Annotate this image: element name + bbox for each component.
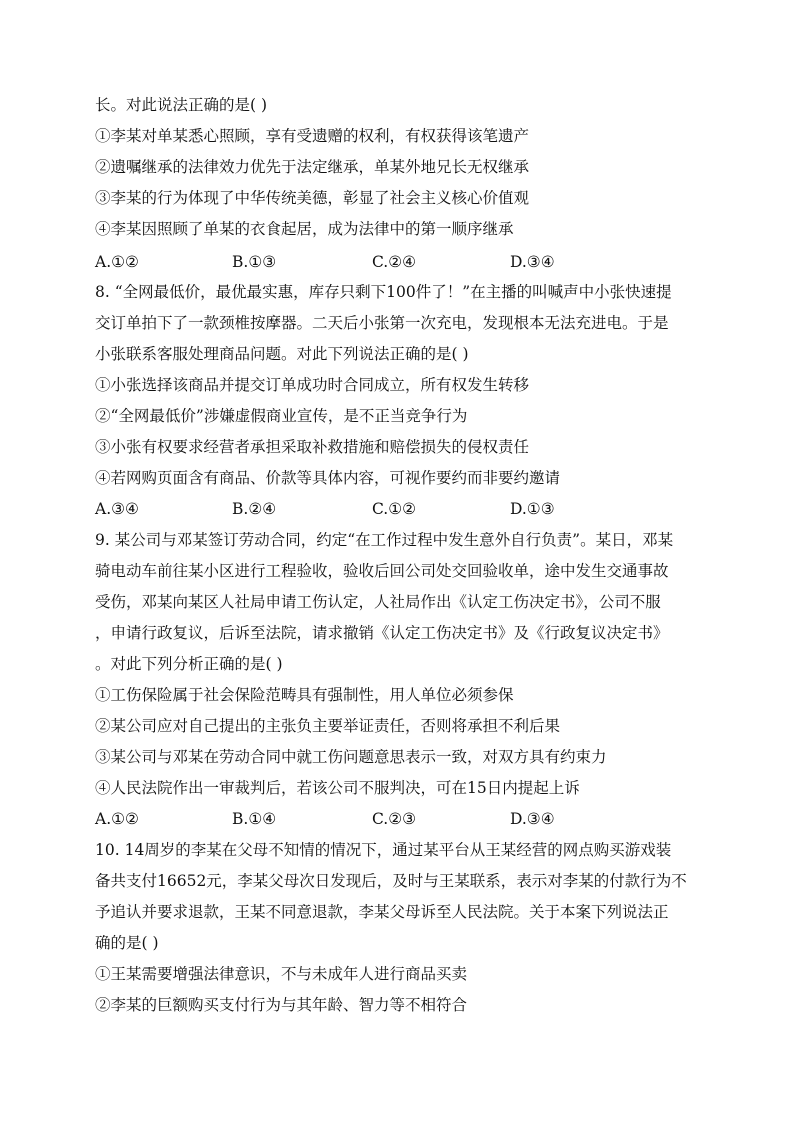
q10-item-1: ①王某需要增强法律意识，不与未成年人进行商品买卖	[95, 965, 468, 983]
q7-option-a: A.①②	[95, 253, 139, 271]
q8-option-d: D.①③	[510, 500, 555, 518]
q9-stem-line-3: 受伤，邓某向某区人社局申请工伤认定，人社局作出《认定工伤决定书》，公司不服	[95, 593, 661, 611]
q10-stem-line-4: 确的是( )	[95, 934, 159, 952]
q9-stem-line-1: 9. 某公司与邓某签订劳动合同，约定“在工作过程中发生意外自行负责”。某日，邓某	[95, 531, 674, 549]
q7-item-3: ③李某的行为体现了中华传统美德，彰显了社会主义核心价值观	[95, 189, 530, 207]
q9-option-c: C.②③	[372, 810, 417, 828]
q8-item-2: ②“全网最低价”涉嫌虚假商业宣传，是不正当竞争行为	[95, 407, 468, 425]
q8-option-b: B.②④	[232, 500, 277, 518]
q7-option-b: B.①③	[232, 253, 277, 271]
q9-stem-line-2: 骑电动车前往某小区进行工程验收，验收后回公司处交回验收单，途中发生交通事故	[95, 562, 669, 580]
q10-stem-line-2: 备共支付16652元，李某父母次日发现后，及时与王某联系，表示对李某的付款行为不	[95, 872, 687, 890]
q8-item-1: ①小张选择该商品并提交订单成功时合同成立，所有权发生转移	[95, 376, 530, 394]
q7-item-2: ②遗嘱继承的法律效力优先于法定继承，单某外地兄长无权继承	[95, 158, 530, 176]
q9-option-b: B.①④	[232, 810, 277, 828]
q10-stem-line-3: 予追认并要求退款，王某不同意退款，李某父母诉至人民法院。关于本案下列说法正	[95, 903, 669, 921]
q7-stem-tail: 长。对此说法正确的是( )	[95, 96, 268, 114]
q8-stem-line-1: 8. “全网最低价，最优最实惠，库存只剩下100件了！”在主播的叫喊声中小张快速提	[95, 283, 672, 301]
q10-item-2: ②李某的巨额购买支付行为与其年龄、智力等不相符合	[95, 996, 468, 1014]
q7-option-d: D.③④	[510, 253, 555, 271]
q8-item-4: ④若网购页面含有商品、价款等具体内容，可视作要约而非要约邀请	[95, 469, 561, 487]
q7-item-4: ④李某因照顾了单某的衣食起居，成为法律中的第一顺序继承	[95, 220, 514, 238]
q8-item-3: ③小张有权要求经营者承担采取补救措施和赔偿损失的侵权责任	[95, 438, 530, 456]
q9-item-1: ①工伤保险属于社会保险范畴具有强制性，用人单位必须参保	[95, 686, 514, 704]
q9-item-4: ④人民法院作出一审裁判后，若该公司不服判决，可在15日内提起上诉	[95, 779, 580, 797]
q7-option-c: C.②④	[372, 253, 417, 271]
q8-option-c: C.①②	[372, 500, 417, 518]
q9-option-d: D.③④	[510, 810, 555, 828]
q8-stem-line-3: 小张联系客服处理商品问题。对此下列说法正确的是( )	[95, 345, 469, 363]
q9-item-3: ③某公司与邓某在劳动合同中就工伤问题意思表示一致，对双方具有约束力	[95, 748, 607, 766]
q7-item-1: ①李某对单某悉心照顾，享有受遗赠的权利，有权获得该笔遗产	[95, 127, 530, 145]
q9-item-2: ②某公司应对自己提出的主张负主要举证责任，否则将承担不利后果	[95, 717, 561, 735]
q8-option-a: A.③④	[95, 500, 139, 518]
q9-stem-line-5: 。对此下列分析正确的是( )	[95, 655, 283, 673]
q9-option-a: A.①②	[95, 810, 139, 828]
q10-stem-line-1: 10. 14周岁的李某在父母不知情的情况下，通过某平台从王某经营的网点购买游戏装	[95, 841, 672, 859]
q9-stem-line-4: ，申请行政复议，后诉至法院，请求撤销《认定工伤决定书》及《行政复议决定书》	[95, 624, 669, 642]
q8-stem-line-2: 交订单拍下了一款颈椎按摩器。二天后小张第一次充电，发现根本无法充进电。于是	[95, 314, 669, 332]
